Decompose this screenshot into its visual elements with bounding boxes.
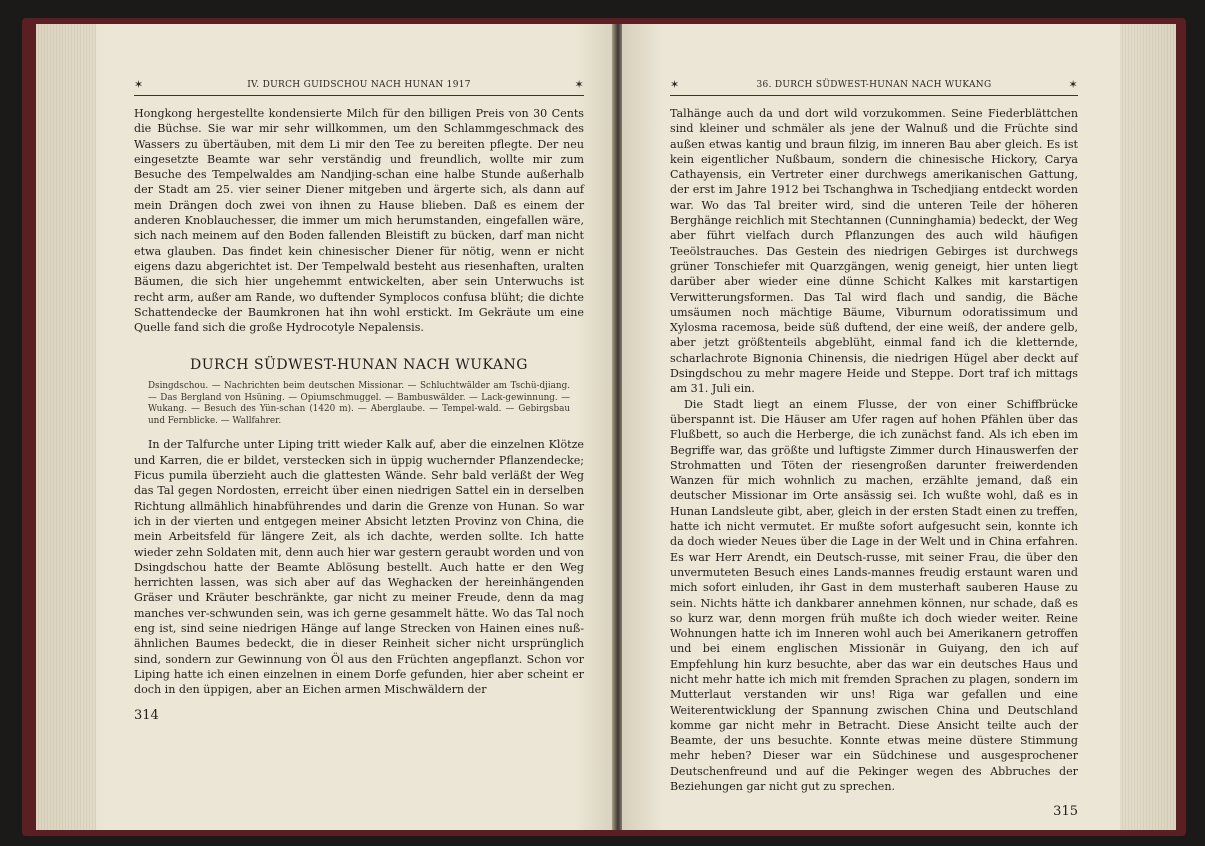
right-page	[622, 24, 1176, 830]
left-paragraph-1: Hongkong hergestellte kondensierte Milch für den billigen Preis von 30 Cents die Büchse. Sie war mir sehr willkommen, um den Schlammgeschmack des Wassers zu übertäuben, mit dem Li mir den Tee zu bereiten pflegte. Der neu eingesetzte Beamte war sehr verständig und freundlich, wollte mir zum Besuche des Tempelwaldes am Nandjing-schan eine halbe Stunde außerhalb der Stadt am 25. vier seiner Diener mitgeben und ärgerte sich, als dann auf mein Drängen doch zwei von ihnen zu Hause blieben. Daß es einem der anderen Knoblauchesser, die immer um mich herumstanden, eingefallen wäre, sich nach meinem auf den Boden fallenden Bleistift zu bücken, darf man nicht etwa glauben. Das findet kein chinesischer Diener für nötig, wenn er nicht eigens dazu abgerichtet ist. Der Tempelwald besteht aus riesenhaften, uralten Bäumen, die sich hier ungehemmt entwickelten, aber sein Unterwuchs ist recht arm, außer am Rande, wo duftender Symplocos confusa blüht; die dichte Schattendecke der Baumkronen hat ihn wohl erstickt. Im Gekräute um eine Quelle fand sich die große Hydrocotyle Nepalensis.	[134, 107, 584, 335]
left-paragraph-2: In der Talfurche unter Liping tritt wieder Kalk auf, aber die einzelnen Klötze und Karren, die er bildet, verstecken sich in üppig wuchernder Pflanzendecke; Ficus pumila überzieht auch die glattesten Wände. Sehr bald verläßt der Weg das Tal gegen Nordosten, erreicht über einen niedrigen Sattel ein in derselben Richtung allmählich hinabführendes und darin die Grenze von Hunan. So war ich in der vierten und entgegen meiner Absicht letzten Provinz von China, die mein Arbeitsfeld für längere Zeit, als ich dachte, werden sollte. Ich hatte wieder zehn Soldaten mit, denn auch hier war gestern geraubt worden und von Dsingdschou hatte der Beamte Ablösung bestellt. Auch hatte er den Weg herrichten lassen, was sich aber auf das Weghacken der hereinhängenden Gräser und Kräuter beschränkte, gar nicht zu meiner Freude, denn da mag manches ver-schwunden sein, was ich gerne gesammelt hätte. Wo das Tal noch eng ist, sind seine niedrigen Hänge auf lange Strecken von Hainen eines nuß-ähnlichen Baumes bedeckt, die in dieser Reinheit sicher nicht ursprünglich sind, sondern zur Gewinnung von Öl aus den Früchten angepflanzt. Schon vor Liping hatte ich einen einzelnen in einem Dorfe gefunden, hier aber scheint er doch in den üppigen, aber an Eichen armen Mischwäldern der	[134, 438, 584, 697]
chapter-summary: Dsingdschou. — Nachrichten beim deutschen Missionar. — Schluchtwälder am Tschü-djiang. — Das Bergland von Hsüning. — Opiumschmuggel. — Bambuswälder. — Lack-gewinnung. — Wukang. — Besuch des Yün-schan (1420 m). — Aberglaube. — Tempel-wald. — Gebirgsbau und Fernblicke. — Wallfahrer.	[148, 381, 570, 426]
star-ornament-icon: ✶	[670, 78, 680, 91]
left-page-edges	[36, 24, 96, 830]
star-ornament-icon: ✶	[574, 78, 584, 91]
star-ornament-icon: ✶	[1068, 78, 1078, 91]
right-paragraph-1: Talhänge auch da und dort wild vorzukommen. Seine Fiederblättchen sind kleiner und schmäler als jene der Walnuß und die Früchte sind außen etwas kantig und braun filzig, im inneren Bau aber gleich. Es ist kein eigentlicher Nußbaum, sondern die chinesische Hickory, Carya Cathayensis, ein Vertreter einer durchwegs amerikanischen Gattung, der erst im Jahre 1912 bei Tschanghwa in Tschedjiang entdeckt worden war. Wo das Tal breiter wird, sind die unteren Teile der höheren Berghänge reichlich mit Stechtannen (Cunninghamia) bedeckt, der Weg aber führt vielfach durch Pflanzungen des auch wild häufigen Teeölstrauches. Das Gestein des niedrigen Gebirges ist durchwegs grüner Tonschiefer mit Quarzgängen, wenig geneigt, hier unten liegt darüber aber wieder eine dünne Schicht Kalkes mit karstartigen Verwitterungsformen. Das Tal wird flach und sandig, die Bäche umsäumen noch mächtige Bäume, Viburnum odoratissimum und Xylosma racemosa, beide süß duftend, der eine weiß, der andere gelb, aber jetzt größtenteils abgeblüht, einmal fand ich die kletternde, scharlachrote Bignonia Chinensis, die niedrigen Hügel aber deckt auf Dsingdschou zu mehr magere Heide und Steppe. Dort traf ich mittags am 31. Juli ein.	[670, 107, 1078, 396]
right-header-title: 36. DURCH SÜDWEST-HUNAN NACH WUKANG	[756, 79, 992, 90]
left-running-head	[134, 78, 584, 96]
star-ornament-icon: ✶	[134, 78, 144, 91]
left-page-number: 314	[134, 707, 159, 723]
right-page-number: 315	[1053, 804, 1078, 820]
chapter-title: DURCH SÜDWEST-HUNAN NACH WUKANG	[190, 357, 528, 374]
left-page	[36, 24, 614, 830]
right-paragraph-2: Die Stadt liegt an einem Flusse, der von einer Schiffbrücke überspannt ist. Die Häuser am Ufer ragen auf hohen Pfählen über das Flußbett, so auch die Herberge, die ich zunächst fand. Als ich eben im Begriffe war, das größte und luftigste Zimmer durch Hinauswerfen der Strohmatten und Töten der riesengroßen darunter freiwerdenden Wanzen für mich wohnlich zu machen, erzählte jemand, daß ein deutscher Missionar im Orte ansässig sei. Ich wußte wohl, daß es in Hunan Landsleute gibt, aber, gleich in der ersten Stadt einen zu treffen, hatte ich nicht vermutet. Er mußte sofort aufgesucht sein, konnte ich da doch wieder Neues über die Lage in der Welt und in China erfahren. Es war Herr Arendt, ein Deutsch-russe, mit seiner Frau, die über den unvermuteten Besuch eines Lands-mannes freudig erstaunt waren und mich sofort einluden, ihr Gast in dem musterhaft sauberen Hause zu sein. Nichts hätte ich dankbarer annehmen können, nur schade, daß es so kurz war, denn morgen früh mußte ich doch wieder weiter. Reine Wohnungen hatte ich im Inneren wohl auch bei Amerikanern getroffen und bei einem englischen Missionär in Guiyang, den ich auf Empfehlung hin kurz besuchte, aber das war ein deutsches Haus und nicht mehr hatte ich mich mit fremden Sprachen zu plagen, sondern im Mutterlaut verstanden wir uns! Riga war gefallen und eine Weiterentwicklung der Spannung zwischen China und Deutschland komme gar nicht mehr in Betracht. Diese Ansicht teilte auch der Beamte, der uns besuchte. Konnte etwas meine düstere Stimmung mehr heben? Dieser war ein Südchinese und ausgesprochener Deutschenfreund und auf die Pekinger wegen des Abbruches der Beziehungen gar nicht gut zu sprechen.	[670, 397, 1078, 794]
right-running-head	[670, 78, 1078, 96]
right-page-edges	[1120, 24, 1176, 830]
book-spread	[22, 18, 1186, 836]
left-header-title: IV. DURCH GUIDSCHOU NACH HUNAN 1917	[247, 79, 471, 90]
